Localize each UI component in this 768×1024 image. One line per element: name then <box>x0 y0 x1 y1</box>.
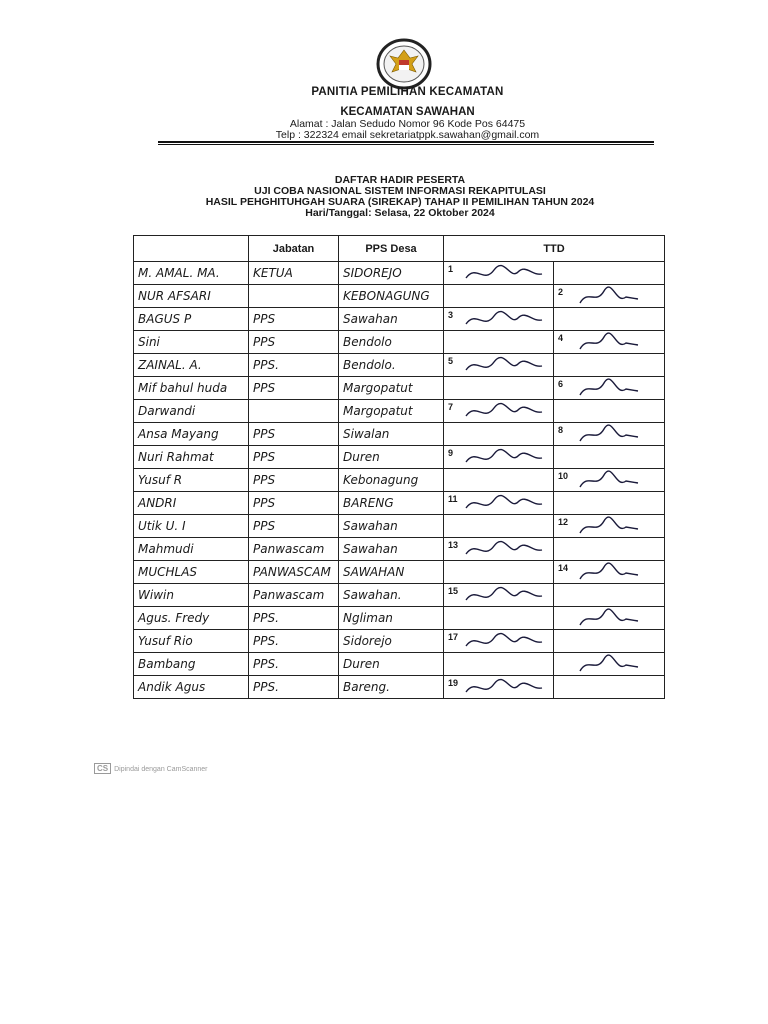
attendee-jabatan: PPS <box>249 423 339 446</box>
signature-icon <box>448 492 548 515</box>
signature-icon <box>558 331 658 354</box>
signature-cell-right <box>554 469 665 492</box>
signature-cell-right <box>554 354 665 377</box>
attendee-name: M. AMAL. MA. <box>134 262 249 285</box>
table-row <box>134 285 665 308</box>
signature-cell-right <box>554 285 665 308</box>
header-divider-thin <box>158 144 654 145</box>
attendee-jabatan: PPS. <box>249 653 339 676</box>
signature-number: 19 <box>448 678 459 688</box>
signature-cell-left <box>444 308 554 331</box>
signature-icon <box>448 308 548 331</box>
attendee-desa: SAWAHAN <box>339 561 444 584</box>
attendee-jabatan: PPS <box>249 308 339 331</box>
table-row <box>134 377 665 400</box>
attendee-desa: Kebonagung <box>339 469 444 492</box>
attendee-jabatan: PPS <box>249 331 339 354</box>
address-line: Alamat : Jalan Sedudo Nomor 96 Kode Pos 64475 <box>289 118 526 130</box>
signature-cell-right <box>554 492 665 515</box>
signature-icon <box>558 377 658 400</box>
signature-number: 1 <box>448 264 454 274</box>
signature-cell-left <box>444 446 554 469</box>
table-row <box>134 492 665 515</box>
attendee-jabatan: PPS. <box>249 630 339 653</box>
attendee-jabatan: PPS. <box>249 676 339 699</box>
attendee-jabatan: PPS. <box>249 354 339 377</box>
signature-icon <box>558 653 658 676</box>
table-header-row <box>134 236 665 262</box>
signature-icon <box>558 469 658 492</box>
doc-title: DAFTAR HADIR PESERTA <box>334 174 466 186</box>
doc-subtitle-1: UJI COBA NASIONAL SISTEM INFORMASI REKAPITULASI <box>254 185 546 197</box>
table-row <box>134 538 665 561</box>
signature-number: 4 <box>558 333 564 343</box>
doc-date: Hari/Tanggal: Selasa, 22 Oktober 2024 <box>305 207 495 219</box>
signature-cell-left <box>444 354 554 377</box>
col-header-name <box>134 236 249 262</box>
signature-number: 14 <box>558 563 569 573</box>
attendance-table <box>133 235 665 699</box>
signature-cell-right <box>554 538 665 561</box>
signature-cell-left <box>444 262 554 285</box>
table-row <box>134 607 665 630</box>
signature-cell-left <box>444 538 554 561</box>
signature-icon <box>448 676 548 699</box>
signature-icon <box>448 538 548 561</box>
col-header-desa: PPS Desa <box>339 236 444 262</box>
attendee-name: Mahmudi <box>134 538 249 561</box>
attendee-desa: Duren <box>339 446 444 469</box>
attendee-jabatan: PPS <box>249 377 339 400</box>
signature-number: 3 <box>448 310 454 320</box>
table-row <box>134 469 665 492</box>
signature-cell-right <box>554 630 665 653</box>
doc-subtitle-2: HASIL PEHGHITUHGAH SUARA (SIREKAP) TAHAP II PEMILIHAN TAHUN 2024 <box>205 196 595 208</box>
attendee-desa: Siwalan <box>339 423 444 446</box>
signature-number: 7 <box>448 402 454 412</box>
attendee-name: BAGUS P <box>134 308 249 331</box>
signature-cell-left <box>444 607 554 630</box>
signature-icon <box>448 400 548 423</box>
attendee-desa: Sawahan <box>339 538 444 561</box>
signature-number: 5 <box>448 356 454 366</box>
attendee-desa: Duren <box>339 653 444 676</box>
signature-icon <box>448 584 548 607</box>
signature-cell-left <box>444 630 554 653</box>
signature-cell-left <box>444 400 554 423</box>
signature-icon <box>558 423 658 446</box>
signature-icon <box>558 561 658 584</box>
table-row <box>134 630 665 653</box>
signature-number: 15 <box>448 586 459 596</box>
signature-cell-left <box>444 469 554 492</box>
table-row <box>134 561 665 584</box>
scanner-watermark <box>94 763 208 774</box>
table-row <box>134 653 665 676</box>
signature-icon <box>448 262 548 285</box>
watermark-text: Dipindai dengan CamScanner <box>114 766 208 773</box>
table-row <box>134 515 665 538</box>
attendee-desa: BARENG <box>339 492 444 515</box>
signature-number: 9 <box>448 448 454 458</box>
attendee-desa: KEBONAGUNG <box>339 285 444 308</box>
signature-cell-right <box>554 607 665 630</box>
attendee-jabatan: Panwascam <box>249 584 339 607</box>
attendee-name: ZAINAL. A. <box>134 354 249 377</box>
signature-number: 8 <box>558 425 564 435</box>
kpu-logo <box>374 38 434 90</box>
signature-cell-right <box>554 584 665 607</box>
signature-cell-left <box>444 423 554 446</box>
signature-cell-left <box>444 584 554 607</box>
attendee-jabatan: KETUA <box>249 262 339 285</box>
attendee-name: Andik Agus <box>134 676 249 699</box>
signature-icon <box>558 515 658 538</box>
contact-line: Telp : 322324 email sekretariatppk.sawahan@gmail.com <box>275 129 540 141</box>
signature-cell-left <box>444 285 554 308</box>
signature-cell-left <box>444 676 554 699</box>
attendee-name: Bambang <box>134 653 249 676</box>
signature-cell-right <box>554 446 665 469</box>
attendee-name: MUCHLAS <box>134 561 249 584</box>
signature-icon <box>448 446 548 469</box>
signature-number: 12 <box>558 517 569 527</box>
attendee-name: Yusuf Rio <box>134 630 249 653</box>
signature-cell-right <box>554 515 665 538</box>
district-name: KECAMATAN SAWAHAN <box>340 106 475 118</box>
signature-cell-right <box>554 262 665 285</box>
col-header-ttd: TTD <box>444 236 665 262</box>
table-row <box>134 308 665 331</box>
signature-number: 6 <box>558 379 564 389</box>
attendee-jabatan: PPS <box>249 446 339 469</box>
attendee-desa: Bendolo. <box>339 354 444 377</box>
table-row <box>134 423 665 446</box>
signature-cell-left <box>444 377 554 400</box>
signature-cell-right <box>554 377 665 400</box>
attendee-jabatan: PPS. <box>249 607 339 630</box>
attendee-jabatan: PPS <box>249 515 339 538</box>
signature-number: 10 <box>558 471 569 481</box>
signature-cell-right <box>554 676 665 699</box>
attendee-desa: Sawahan <box>339 515 444 538</box>
attendee-jabatan: PANWASCAM <box>249 561 339 584</box>
signature-cell-right <box>554 400 665 423</box>
attendee-desa: Ngliman <box>339 607 444 630</box>
attendee-name: Sini <box>134 331 249 354</box>
signature-cell-left <box>444 492 554 515</box>
signature-cell-left <box>444 331 554 354</box>
signature-number: 11 <box>448 494 458 504</box>
signature-cell-left <box>444 515 554 538</box>
table-row <box>134 331 665 354</box>
attendee-jabatan: Panwascam <box>249 538 339 561</box>
signature-cell-right <box>554 653 665 676</box>
signature-icon <box>448 630 548 653</box>
attendee-jabatan: PPS <box>249 469 339 492</box>
attendee-name: Mif bahul huda <box>134 377 249 400</box>
org-title: PANITIA PEMILIHAN KECAMATAN <box>311 86 504 98</box>
attendee-desa: SIDOREJO <box>339 262 444 285</box>
attendee-name: ANDRI <box>134 492 249 515</box>
attendee-desa: Margopatut <box>339 400 444 423</box>
attendee-desa: Margopatut <box>339 377 444 400</box>
signature-number: 17 <box>448 632 459 642</box>
attendee-name: NUR AFSARI <box>134 285 249 308</box>
attendee-name: Utik U. I <box>134 515 249 538</box>
signature-cell-right <box>554 423 665 446</box>
attendee-desa: Sidorejo <box>339 630 444 653</box>
table-row <box>134 446 665 469</box>
signature-icon <box>448 354 548 377</box>
attendee-desa: Sawahan. <box>339 584 444 607</box>
signature-cell-right <box>554 331 665 354</box>
signature-number: 2 <box>558 287 564 297</box>
attendee-desa: Bareng. <box>339 676 444 699</box>
attendee-desa: Bendolo <box>339 331 444 354</box>
signature-icon <box>558 285 658 308</box>
attendee-jabatan: PPS <box>249 492 339 515</box>
attendee-desa: Sawahan <box>339 308 444 331</box>
signature-cell-right <box>554 561 665 584</box>
header-divider <box>158 141 654 143</box>
table-row <box>134 400 665 423</box>
signature-cell-right <box>554 308 665 331</box>
signature-icon <box>558 607 658 630</box>
camscanner-icon: CS <box>94 763 111 774</box>
col-header-jabatan: Jabatan <box>249 236 339 262</box>
signature-number: 13 <box>448 540 459 550</box>
attendee-jabatan <box>249 285 339 308</box>
attendee-name: Yusuf R <box>134 469 249 492</box>
attendee-name: Ansa Mayang <box>134 423 249 446</box>
table-row <box>134 262 665 285</box>
table-row <box>134 584 665 607</box>
attendee-name: Darwandi <box>134 400 249 423</box>
table-row <box>134 354 665 377</box>
attendee-name: Agus. Fredy <box>134 607 249 630</box>
attendee-name: Wiwin <box>134 584 249 607</box>
table-row <box>134 676 665 699</box>
signature-cell-left <box>444 653 554 676</box>
signature-cell-left <box>444 561 554 584</box>
attendee-name: Nuri Rahmat <box>134 446 249 469</box>
attendee-jabatan <box>249 400 339 423</box>
